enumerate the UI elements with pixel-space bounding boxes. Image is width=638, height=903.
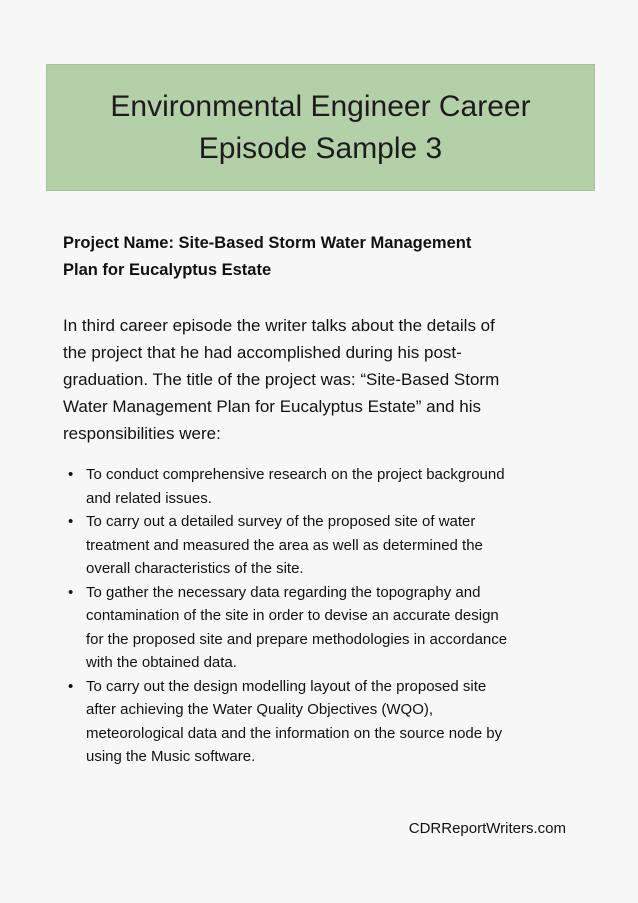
bullet-icon: •: [68, 583, 74, 601]
list-item-line: To carry out the design modelling layout of the proposed site: [86, 677, 487, 695]
document-title-line-1: Environmental Engineer Career: [110, 89, 531, 123]
intro-line: In third career episode the writer talks about the details of: [63, 316, 495, 335]
list-item-line: To gather the necessary data regarding the topography and: [86, 583, 481, 601]
list-item-line: using the Music software.: [86, 748, 256, 765]
intro-line: responsibilities were:: [63, 424, 221, 443]
list-item-line: To conduct comprehensive research on the project background: [86, 466, 505, 483]
list-item-line: and related issues.: [86, 489, 212, 507]
project-name-line-1: Project Name: Site-Based Storm Water Management: [63, 234, 472, 252]
list-item: [63, 675, 583, 769]
list-item-line: with the obtained data.: [86, 654, 237, 671]
intro-line: graduation. The title of the project was: “Site-Based Storm: [63, 370, 500, 389]
list-item: [63, 581, 583, 675]
list-item-line: after achieving the Water Quality Objectives (WQO),: [86, 701, 434, 718]
list-item-line: treatment and measured the area as well as determined the: [86, 536, 483, 554]
intro-line: the project that he had accomplished during his post-: [63, 343, 462, 362]
bullet-icon: •: [68, 466, 74, 483]
list-item-line: overall characteristics of the site.: [86, 560, 304, 577]
responsibilities-list: [63, 463, 583, 769]
title-banner: [46, 64, 595, 191]
list-item-line: To carry out a detailed survey of the proposed site of water: [86, 513, 476, 530]
project-name-heading: [63, 230, 583, 284]
intro-paragraph: [63, 312, 583, 447]
list-item-line: meteorological data and the information on the source node by: [86, 724, 503, 742]
list-item-line: for the proposed site and prepare methodologies in accordance: [86, 630, 508, 648]
bullet-icon: •: [68, 677, 74, 695]
bullet-icon: •: [68, 513, 74, 530]
project-name-line-2: Plan for Eucalyptus Estate: [63, 261, 272, 279]
document-title-line-2: Episode Sample 3: [198, 131, 443, 165]
list-item: [63, 463, 583, 510]
list-item-line: contamination of the site in order to devise an accurate design: [86, 607, 499, 624]
intro-line: Water Management Plan for Eucalyptus Estate” and his: [63, 397, 481, 416]
list-item: [63, 510, 583, 581]
footer-website: CDRReportWriters.com: [408, 820, 566, 837]
